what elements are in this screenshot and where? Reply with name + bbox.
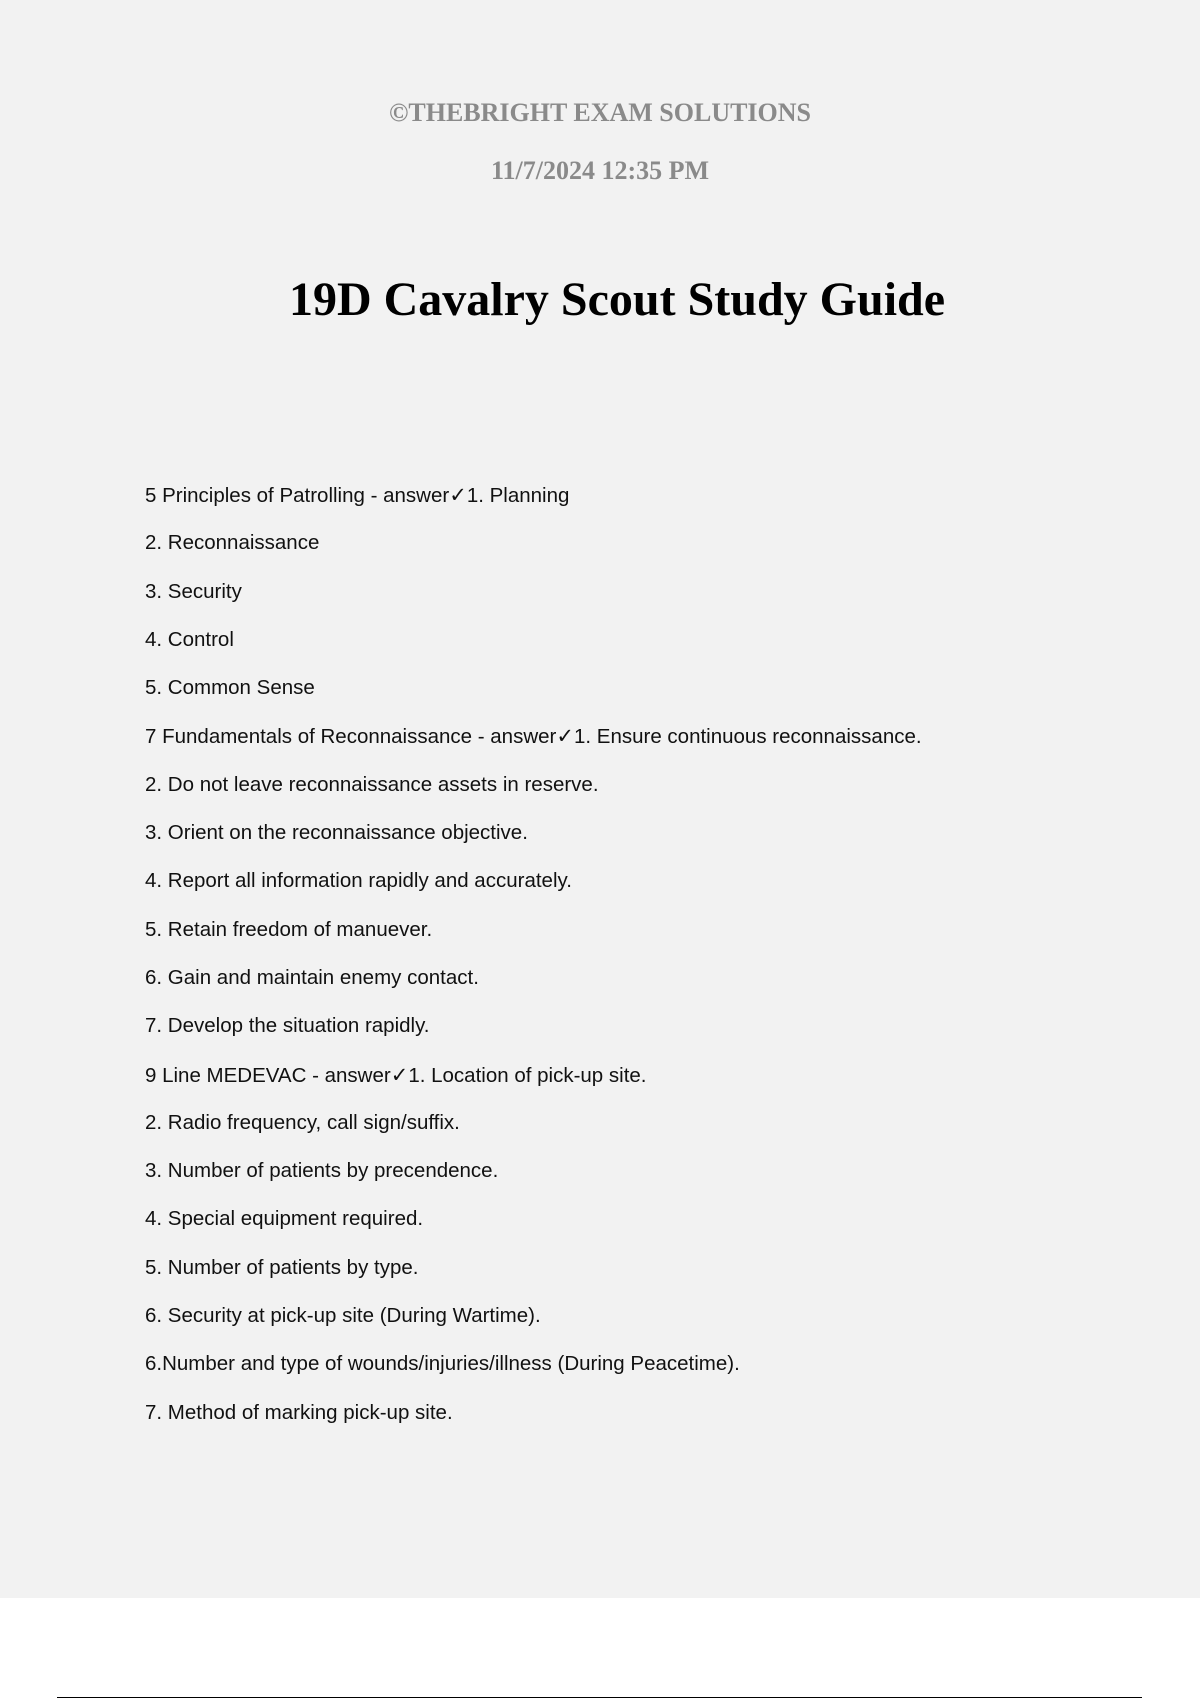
checkmark-icon: ✓ <box>556 724 574 749</box>
answer-item: 3. Security <box>145 579 242 603</box>
answer-item: 5. Number of patients by type. <box>145 1255 419 1279</box>
question-text: 9 Line MEDEVAC - answer <box>145 1063 391 1087</box>
question-text: 7 Fundamentals of Reconnaissance - answer <box>145 725 557 749</box>
answer-item: 4. Special equipment required. <box>145 1207 424 1231</box>
answer-item: 3. Orient on the reconnaissance objective. <box>145 821 528 845</box>
answer-item: 2. Radio frequency, call sign/suffix. <box>145 1110 460 1134</box>
answer-item: 5. Common Sense <box>145 676 315 700</box>
answer-item: 6. Security at pick-up site (During Wartime). <box>145 1304 541 1328</box>
answer-item: 3. Number of patients by precendence. <box>145 1159 499 1183</box>
answer-item: 4. Control <box>145 627 234 651</box>
answer-item: 4. Report all information rapidly and accurately. <box>145 869 572 893</box>
answer-item: 6.Number and type of wounds/injuries/illness (During Peacetime). <box>145 1352 740 1376</box>
answer-item: 7. Method of marking pick-up site. <box>145 1400 453 1424</box>
question-line <box>145 1063 1145 1087</box>
answer-item: 2. Reconnaissance <box>145 531 320 555</box>
answer-first-item: 1. Location of pick-up site. <box>408 1063 647 1087</box>
page-footer-divider <box>57 1697 1142 1698</box>
checkmark-icon: ✓ <box>449 483 467 507</box>
checkmark-icon: ✓ <box>390 1062 409 1087</box>
question-text: 5 Principles of Patrolling - answer <box>145 484 450 507</box>
answer-item: 7. Develop the situation rapidly. <box>145 1014 430 1038</box>
answer-first-item: 1. Ensure continuous reconnaissance. <box>573 725 922 749</box>
question-line <box>145 724 1145 748</box>
answer-item: 2. Do not leave reconnaissance assets in reserve. <box>145 772 599 796</box>
page-title: 19D Cavalry Scout Study Guide <box>288 273 946 326</box>
answer-item: 6. Gain and maintain enemy contact. <box>145 965 479 989</box>
answer-item: 5. Retain freedom of manuever. <box>145 917 433 941</box>
study-guide-content <box>145 483 1145 1425</box>
answer-first-item: 1. Planning <box>466 484 570 507</box>
copyright-header: ©THEBRIGHT EXAM SOLUTIONS <box>388 98 812 127</box>
date-time-header: 11/7/2024 12:35 PM <box>490 156 710 185</box>
question-line <box>145 483 1145 507</box>
